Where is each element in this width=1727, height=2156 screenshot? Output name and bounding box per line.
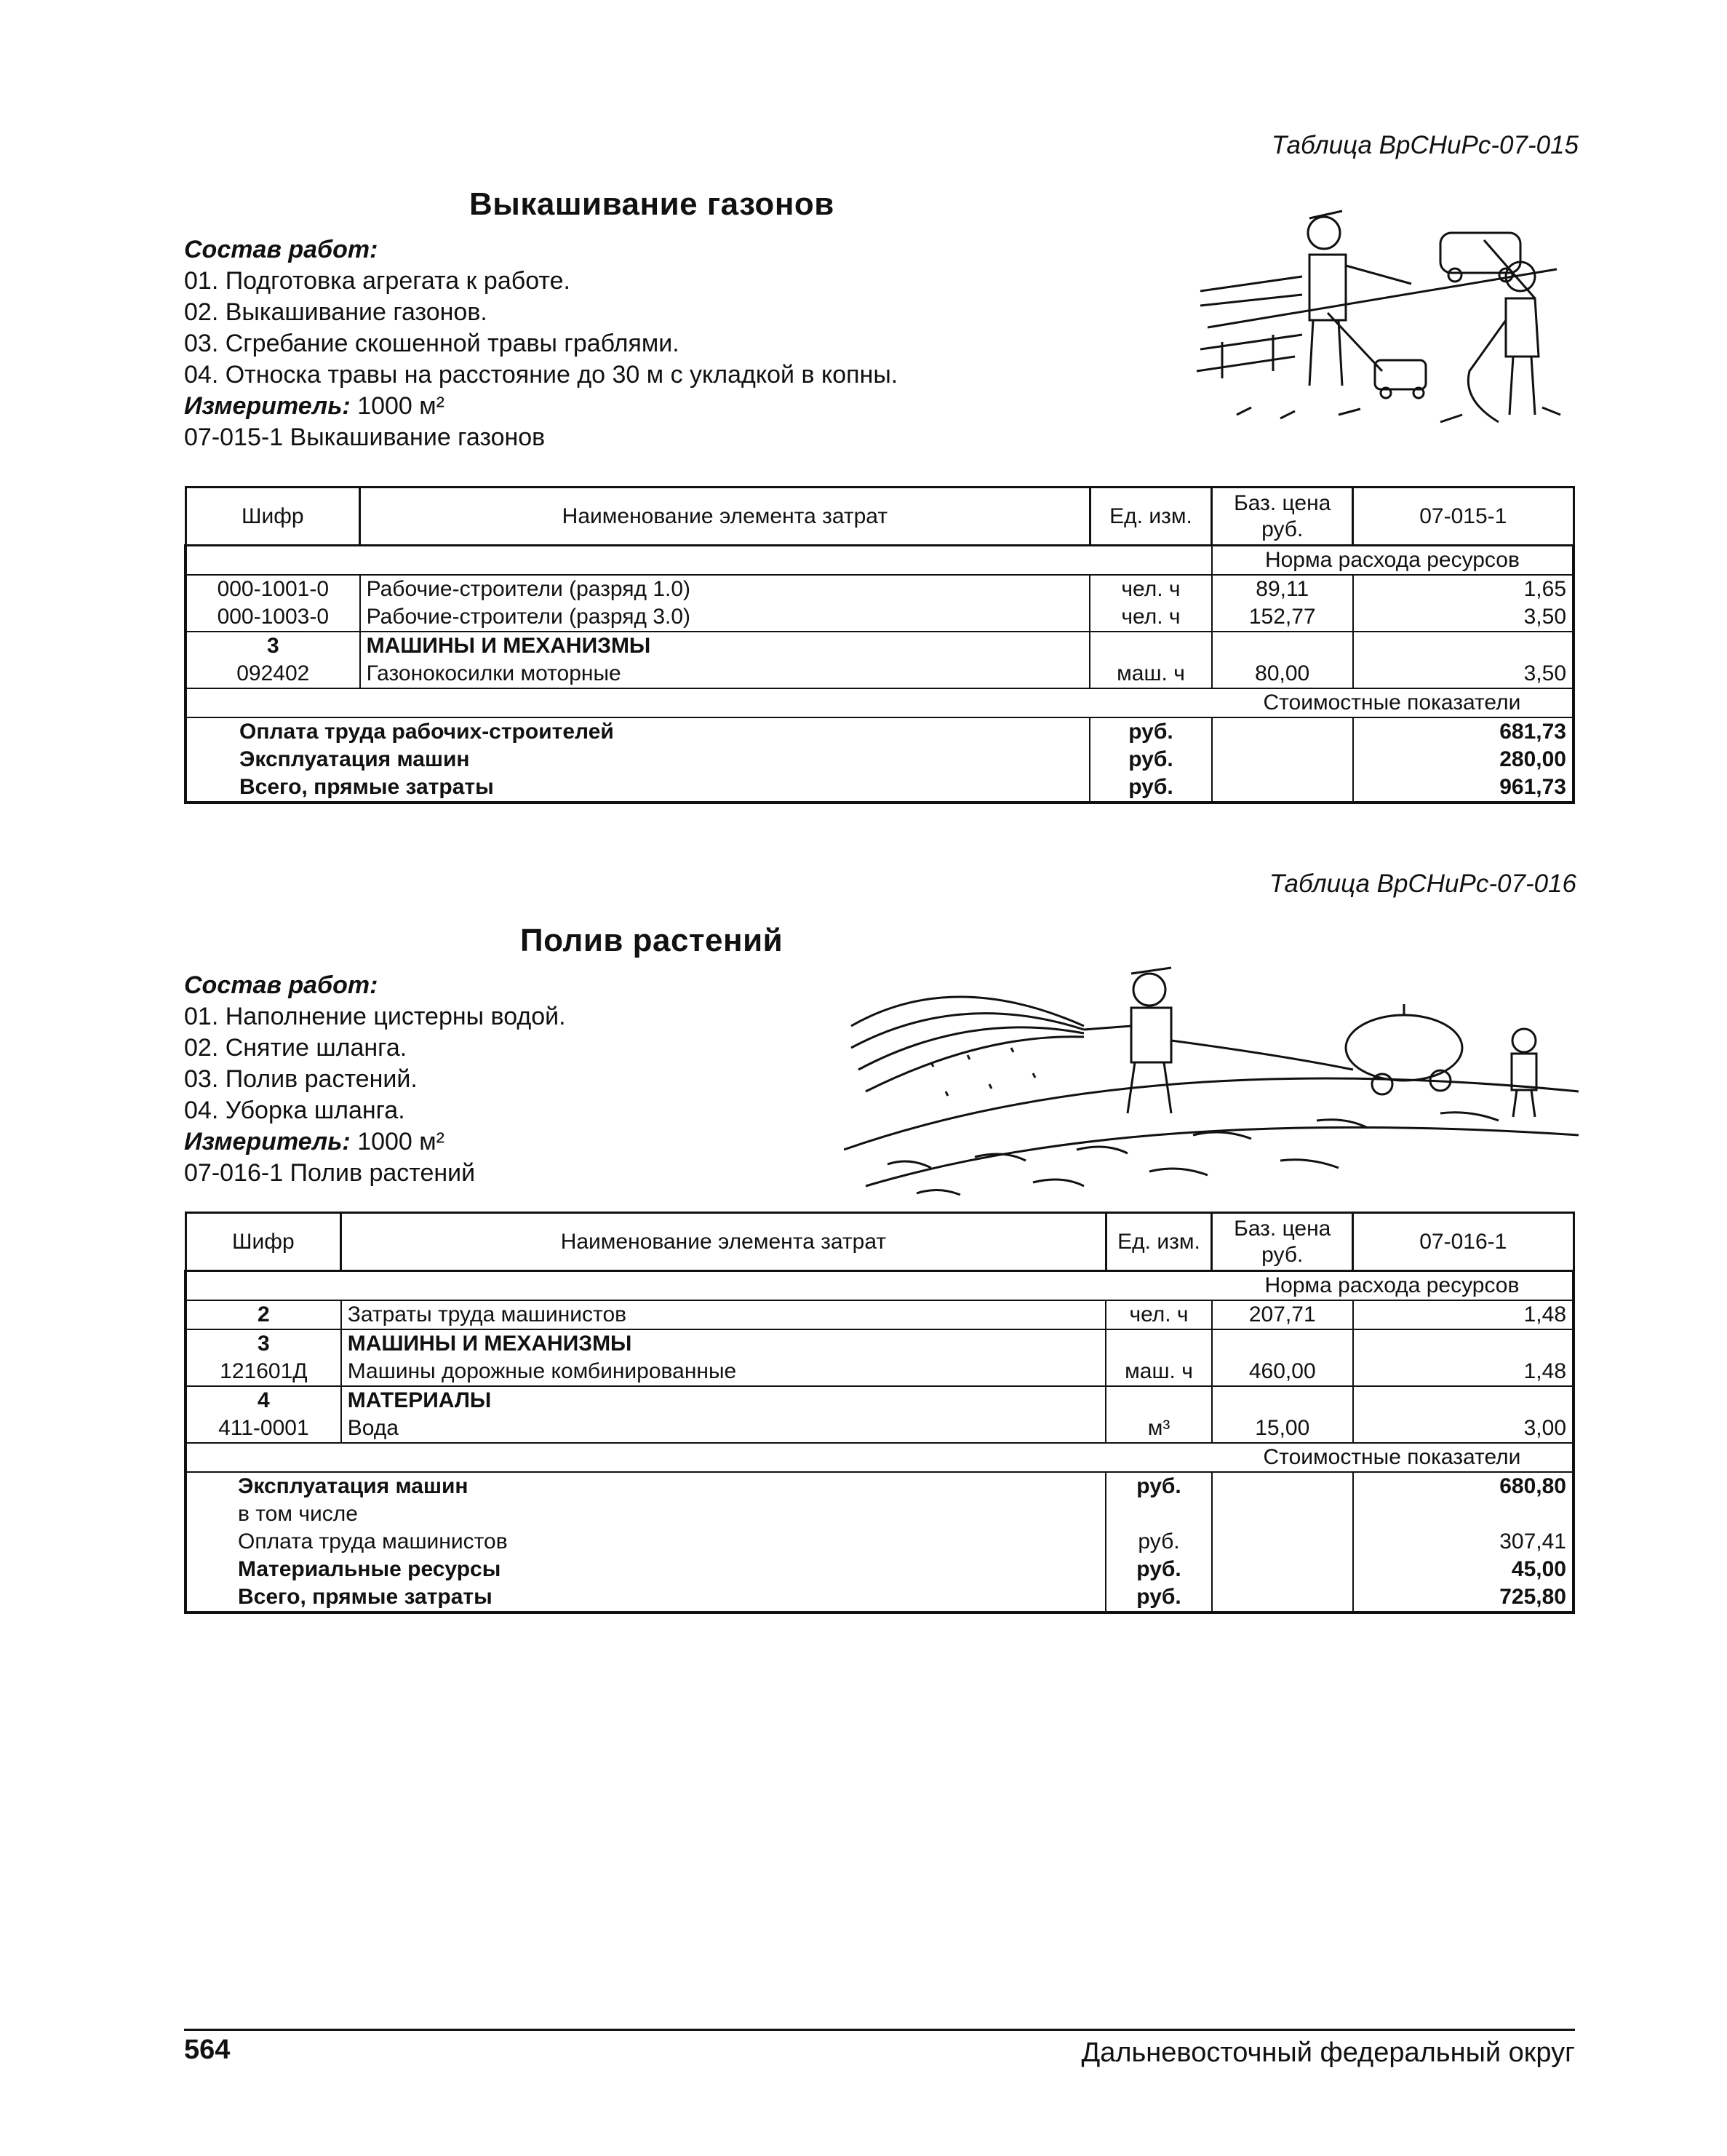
cost-value: 280,00 <box>1353 746 1574 773</box>
row-price: 89,11 <box>1212 575 1353 603</box>
header-unit: Ед. изм. <box>1106 1213 1212 1271</box>
group-name: МАШИНЫ И МЕХАНИЗМЫ <box>341 1329 1106 1358</box>
row-value: 3,50 <box>1353 603 1574 632</box>
cost-row <box>186 1528 1574 1556</box>
row-code: 092402 <box>186 660 360 688</box>
header-norm-code: 07-015-1 <box>1353 488 1574 546</box>
row-name: Затраты труда машинистов <box>341 1300 1106 1329</box>
cost-unit: руб. <box>1090 773 1212 803</box>
row-unit: маш. ч <box>1106 1358 1212 1386</box>
row-unit: маш. ч <box>1090 660 1212 688</box>
cost-name: Эксплуатация машин <box>186 746 1090 773</box>
work-step: 01. Наполнение цистерны водой. <box>184 1003 566 1030</box>
row-name: Рабочие-строители (разряд 1.0) <box>360 575 1090 603</box>
table-row <box>186 660 1574 688</box>
header-norm-code: 07-016-1 <box>1353 1213 1574 1271</box>
cost-header: Стоимостные показатели <box>1212 688 1574 717</box>
cost-row <box>186 746 1574 773</box>
estimate-table-07-016 <box>184 1212 1575 1614</box>
row-unit: чел. ч <box>1090 603 1212 632</box>
work-step: 01. Подготовка агрегата к работе. <box>184 267 570 295</box>
row-code: 2 <box>186 1300 341 1329</box>
cost-header-row <box>186 688 1574 717</box>
estimate-table-07-015 <box>184 486 1575 804</box>
row-unit: чел. ч <box>1090 575 1212 603</box>
cost-value: 681,73 <box>1353 717 1574 746</box>
header-name: Наименование элемента затрат <box>360 488 1090 546</box>
cost-row <box>186 1556 1574 1583</box>
work-composition <box>184 970 566 1189</box>
cost-name: Оплата труда машинистов <box>186 1528 1106 1556</box>
cost-row <box>186 773 1574 803</box>
table-row <box>186 1358 1574 1386</box>
cost-row <box>186 1500 1574 1528</box>
cost-value <box>1353 1500 1574 1528</box>
row-price: 80,00 <box>1212 660 1353 688</box>
meter <box>184 391 898 422</box>
meter-value: 1000 м² <box>357 392 444 420</box>
cost-value: 725,80 <box>1353 1583 1574 1612</box>
row-name: Машины дорожные комбинированные <box>341 1358 1106 1386</box>
cost-value: 307,41 <box>1353 1528 1574 1556</box>
norm-header-row <box>186 1271 1574 1301</box>
table-row <box>186 1415 1574 1443</box>
meter-label: Измеритель: <box>184 1128 351 1155</box>
region-name: Дальневосточный федеральный округ <box>1081 2037 1575 2068</box>
cost-value: 45,00 <box>1353 1556 1574 1583</box>
cost-value: 680,80 <box>1353 1472 1574 1500</box>
norm-header: Норма расхода ресурсов <box>1212 546 1574 576</box>
group-name: МАТЕРИАЛЫ <box>341 1386 1106 1415</box>
work-step: 02. Выкашивание газонов. <box>184 298 487 326</box>
row-value: 3,50 <box>1353 660 1574 688</box>
table-reference: Таблица ВрСНиРс-07-016 <box>1269 870 1576 898</box>
cost-unit: руб. <box>1106 1583 1212 1612</box>
work-step: 03. Полив растений. <box>184 1065 418 1093</box>
composition-label: Состав работ: <box>184 971 378 999</box>
cost-unit: руб. <box>1090 717 1212 746</box>
header-unit: Ед. изм. <box>1090 488 1212 546</box>
cost-name: Оплата труда рабочих-строителей <box>186 717 1090 746</box>
meter-value: 1000 м² <box>357 1128 444 1155</box>
header-code: Шифр <box>186 1213 341 1271</box>
header-price: Баз. цена руб. <box>1212 488 1353 546</box>
header-price: Баз. цена руб. <box>1212 1213 1353 1271</box>
work-step: 04. Относка травы на расстояние до 30 м с укладкой в копны. <box>184 361 898 389</box>
meter <box>184 1126 566 1158</box>
work-step: 04. Уборка шланга. <box>184 1097 405 1124</box>
group-row <box>186 1329 1574 1358</box>
header-name: Наименование элемента затрат <box>341 1213 1106 1271</box>
norm-header: Норма расхода ресурсов <box>1212 1271 1574 1301</box>
cost-unit: руб. <box>1106 1528 1212 1556</box>
code-line: 07-016-1 Полив растений <box>184 1159 476 1187</box>
row-name: Газонокосилки моторные <box>360 660 1090 688</box>
cost-value: 961,73 <box>1353 773 1574 803</box>
section-title: Выкашивание газонов <box>469 186 834 222</box>
cost-name: Материальные ресурсы <box>186 1556 1106 1583</box>
cost-name: в том числе <box>186 1500 1106 1528</box>
row-value: 3,00 <box>1353 1415 1574 1443</box>
work-composition <box>184 234 898 453</box>
row-price: 207,71 <box>1212 1300 1353 1329</box>
cost-row <box>186 1472 1574 1500</box>
row-price: 15,00 <box>1212 1415 1353 1443</box>
row-unit: м³ <box>1106 1415 1212 1443</box>
table-row <box>186 575 1574 603</box>
row-value: 1,65 <box>1353 575 1574 603</box>
cost-unit: руб. <box>1090 746 1212 773</box>
cost-header-row <box>186 1443 1574 1472</box>
page-number: 564 <box>184 2034 231 2065</box>
group-name: МАШИНЫ И МЕХАНИЗМЫ <box>360 632 1090 660</box>
section-title: Полив растений <box>520 923 783 958</box>
mowing-illustration <box>1193 196 1571 437</box>
cost-header: Стоимостные показатели <box>1212 1443 1574 1472</box>
cost-name: Эксплуатация машин <box>186 1472 1106 1500</box>
code-line: 07-015-1 Выкашивание газонов <box>184 423 546 451</box>
cost-unit: руб. <box>1106 1556 1212 1583</box>
cost-unit <box>1106 1500 1212 1528</box>
row-name: Вода <box>341 1415 1106 1443</box>
header-code: Шифр <box>186 488 360 546</box>
table-header-row <box>186 1213 1574 1271</box>
norm-header-row <box>186 546 1574 576</box>
table-reference: Таблица ВрСНиРс-07-015 <box>1271 131 1579 159</box>
work-step: 03. Сгребание скошенной травы граблями. <box>184 330 679 357</box>
group-row <box>186 632 1574 660</box>
table-row <box>186 603 1574 632</box>
row-price: 152,77 <box>1212 603 1353 632</box>
row-code: 000-1001-0 <box>186 575 360 603</box>
cost-name: Всего, прямые затраты <box>186 773 1090 803</box>
work-step: 02. Снятие шланга. <box>184 1034 407 1062</box>
composition-label: Состав работ: <box>184 236 378 263</box>
cost-row <box>186 1583 1574 1612</box>
row-name: Рабочие-строители (разряд 3.0) <box>360 603 1090 632</box>
cost-name: Всего, прямые затраты <box>186 1583 1106 1612</box>
row-unit: чел. ч <box>1106 1300 1212 1329</box>
row-price: 460,00 <box>1212 1358 1353 1386</box>
cost-unit: руб. <box>1106 1472 1212 1500</box>
cost-row <box>186 717 1574 746</box>
table-header-row <box>186 488 1574 546</box>
row-code: 121601Д <box>186 1358 341 1386</box>
footer-rule <box>184 2029 1575 2031</box>
row-value: 1,48 <box>1353 1358 1574 1386</box>
group-row <box>186 1386 1574 1415</box>
table-row <box>186 1300 1574 1329</box>
row-value: 1,48 <box>1353 1300 1574 1329</box>
row-code: 411-0001 <box>186 1415 341 1443</box>
group-code: 4 <box>186 1386 341 1415</box>
group-code: 3 <box>186 1329 341 1358</box>
meter-label: Измеритель: <box>184 392 351 420</box>
row-code: 000-1003-0 <box>186 603 360 632</box>
group-code: 3 <box>186 632 360 660</box>
watering-illustration <box>844 946 1586 1208</box>
